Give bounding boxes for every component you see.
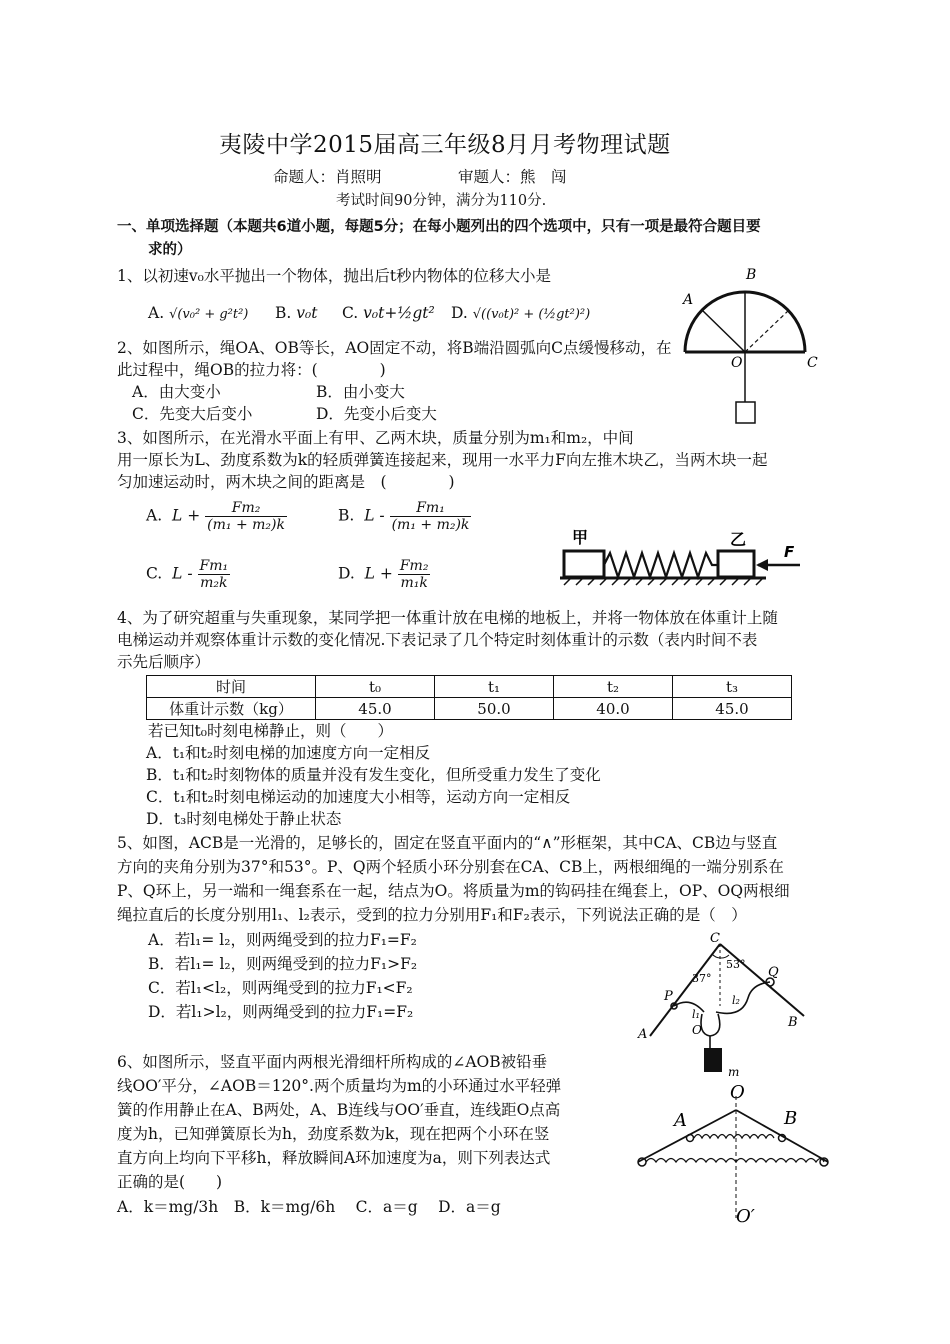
q6-stem-cont5: 正确的是( ) <box>117 1173 223 1191</box>
section-heading-cont: 求的） <box>148 242 192 258</box>
label-l2: l₂ <box>732 994 740 1007</box>
q5-stem-cont2: P、Q环上，另一端和一绳套系在一起，结点为O。将质量为m的钩码挂在绳套上，OP、OQ两根细 <box>117 882 790 900</box>
q6-stem: 6、如图所示，竖直平面内两根光滑细杆所构成的∠AOB被铅垂 <box>117 1053 548 1071</box>
q2-stem-cont: 此过程中，绳OB的拉力将：( ) <box>117 361 386 379</box>
page-title: 夷陵中学2015届高三年级8月月考物理试题 <box>219 132 671 158</box>
table-header-row <box>147 676 792 698</box>
label-B: B <box>746 267 757 283</box>
q3-option-d: D. L + $\frac{\text{Fm₂}}{\text{m₁k}}$ <box>338 558 429 591</box>
q6-stem-cont1: 线OO′平分，∠AOB＝120°.两个质量均为m的小环通过水平轻弹 <box>117 1077 562 1095</box>
q4-option-c: C．t₁和t₂时刻电梯运动的加速度大小相等，运动方向一定相反 <box>146 788 571 806</box>
label-l1: l₁ <box>692 1008 700 1021</box>
q5-stem: 5、如图，ACB是一光滑的，足够长的，固定在竖直平面内的“∧”形框架，其中CA、CB边与竖直 <box>117 834 778 852</box>
label-P: P <box>664 989 673 1004</box>
q1-option-c: C. v₀t+½gt² <box>342 304 435 322</box>
q2-option-a: A．由大变小 <box>132 383 221 401</box>
q4-option-d: D．t₃时刻电梯处于静止状态 <box>146 810 342 828</box>
q3-option-c: C. L - $\frac{\text{Fm₁}}{\text{m₂k}}$ <box>146 558 229 591</box>
section-heading: 一、单项选择题（本题共6道小题，每题5分；在每小题列出的四个选项中，只有一项是最符合题目要 <box>117 219 761 235</box>
q1-stem: 1、以初速v₀水平抛出一个物体，抛出后t秒内物体的位移大小是 <box>117 267 552 285</box>
label-B: B <box>788 1015 798 1030</box>
table-cell: t₃ <box>673 676 792 698</box>
table-cell: t₀ <box>316 676 435 698</box>
q3-stem-cont2: 匀加速运动时，两木块之间的距离是 ( ) <box>117 473 455 491</box>
label-A: A <box>674 1110 687 1131</box>
label-O: O <box>730 1082 745 1103</box>
q3-option-b: B. L - $\frac{\text{Fm₁}}{\text{(m₁ + m₂)k}}$ <box>338 500 470 533</box>
label-Oprime: O′ <box>736 1206 755 1227</box>
q5-frame-figure <box>632 926 812 1096</box>
q5-stem-cont1: 方向的夹角分别为37°和53°。P、Q两个轻质小环分别套在CA、CB上，两根细绳的一端分别系在 <box>117 858 784 876</box>
label-C: C <box>807 355 818 371</box>
label-53: 53° <box>726 958 746 971</box>
q6-options: A．k＝mg/3h B．k＝mg/6h C．a＝g D．a＝g <box>117 1198 501 1216</box>
exam-info: 考试时间90分钟，满分为110分. <box>336 193 547 209</box>
q4-stem: 4、为了研究超重与失重现象，某同学把一体重计放在电梯的地板上，并将一物体放在体重计上随 <box>117 609 778 627</box>
table-cell: 40.0 <box>554 698 673 720</box>
q6-stem-cont3: 度为h，已知弹簧原长为h，劲度系数为k，现在把两个小环在竖 <box>117 1125 550 1143</box>
q5-stem-cont3: 绳拉直后的长度分别用l₁、l₂表示，受到的拉力分别用F₁和F₂表示，下列说法正确的是（ ） <box>117 906 747 924</box>
table-cell: 时间 <box>147 676 316 698</box>
q1-option-a: A. √(v₀² + g²t²) <box>148 304 249 322</box>
q2-option-d: D．先变小后变大 <box>316 405 437 423</box>
table-cell: 45.0 <box>316 698 435 720</box>
q4-weight-table <box>146 675 792 720</box>
q5-option-c: C．若l₁<l₂，则两绳受到的拉力F₁<F₂ <box>148 979 413 997</box>
label-Q: Q <box>768 965 779 980</box>
q4-condition: 若已知t₀时刻电梯静止，则（ ） <box>148 722 393 740</box>
q1-option-b: B. v₀t <box>275 304 318 322</box>
q3-option-a: A. L + $\frac{\text{Fm₂}}{\text{(m₁ + m₂)k}}$ <box>146 500 285 533</box>
q4-option-a: A．t₁和t₂时刻电梯的加速度方向一定相反 <box>146 744 431 762</box>
label-F: F <box>784 543 795 561</box>
label-B: B <box>784 1108 798 1129</box>
table-cell: t₁ <box>435 676 554 698</box>
label-m: m <box>728 1065 740 1079</box>
q2-option-b: B．由小变大 <box>316 383 405 401</box>
table-cell: 体重计示数（kg） <box>147 698 316 720</box>
setter: 命题人：肖照明 <box>273 168 382 186</box>
q2-option-c: C．先变大后变小 <box>132 405 253 423</box>
q4-option-b: B．t₁和t₂时刻物体的质量并没有发生变化，但所受重力发生了变化 <box>146 766 601 784</box>
table-cell: t₂ <box>554 676 673 698</box>
q5-option-d: D．若l₁>l₂，则两绳受到的拉力F₁=F₂ <box>148 1003 414 1021</box>
table-cell: 45.0 <box>673 698 792 720</box>
q2-stem: 2、如图所示，绳OA、OB等长，AO固定不动，将B端沿圆弧向C点缓慢移动，在 <box>117 339 672 357</box>
q3-blocks-figure <box>560 527 810 587</box>
label-C: C <box>710 931 720 946</box>
q2-semicircle-figure <box>680 262 830 432</box>
label-yi: 乙 <box>730 530 747 549</box>
q5-option-b: B．若l₁= l₂，则两绳受到的拉力F₁>F₂ <box>148 955 418 973</box>
q6-rods-figure <box>632 1078 832 1228</box>
q3-stem-cont1: 用一原长为L、劲度系数为k的轻质弹簧连接起来，现用一水平力F向左推木块乙，当两木块一起 <box>117 451 768 469</box>
q4-stem-cont2: 示先后顺序） <box>117 653 211 671</box>
q5-option-a: A．若l₁= l₂，则两绳受到的拉力F₁=F₂ <box>148 931 417 949</box>
reviewer: 审题人：熊 闯 <box>458 168 567 186</box>
q4-stem-cont1: 电梯运动并观察体重计示数的变化情况.下表记录了几个特定时刻体重计的示数（表内时间不表 <box>117 631 758 649</box>
q6-stem-cont4: 直方向上均向下平移h，释放瞬间A环加速度为a，则下列表达式 <box>117 1149 551 1167</box>
label-jia: 甲 <box>572 528 589 547</box>
label-A: A <box>638 1027 648 1042</box>
q1-option-d: D. √((v₀t)² + (½gt²)²) <box>451 304 591 322</box>
label-A: A <box>683 292 694 308</box>
table-cell: 50.0 <box>435 698 554 720</box>
q3-stem: 3、如图所示，在光滑水平面上有甲、乙两木块，质量分别为m₁和m₂，中间 <box>117 429 634 447</box>
label-O: O <box>731 355 743 371</box>
label-37: 37° <box>692 972 712 985</box>
label-O: O <box>692 1023 702 1037</box>
table-row <box>147 698 792 720</box>
q6-stem-cont2: 簧的作用静止在A、B两处，A、B连线与OO′垂直，连线距O点高 <box>117 1101 561 1119</box>
